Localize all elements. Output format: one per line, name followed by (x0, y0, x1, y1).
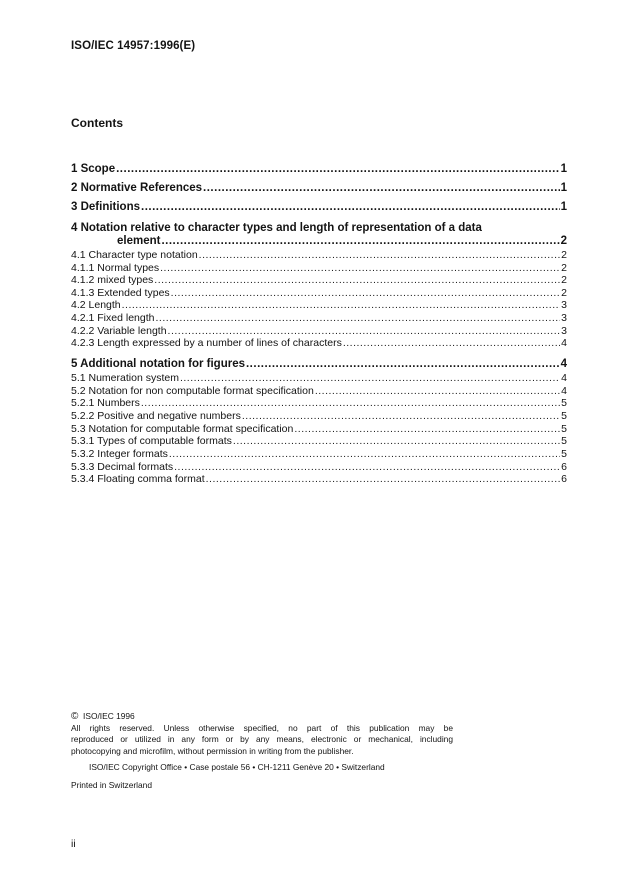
toc-leader-dots (203, 182, 560, 194)
printed-in: Printed in Switzerland (71, 780, 152, 790)
copyright-office-address: ISO/IEC Copyright Office • Case postale 56 • CH-1211 Genève 20 • Switzerland (89, 762, 385, 772)
toc-entry-page: 6 (561, 461, 567, 473)
toc-leader-dots (242, 410, 560, 422)
toc-entry-4-1-1[interactable] (71, 262, 567, 274)
toc-entry-page: 3 (561, 325, 567, 337)
toc-entry-1[interactable] (71, 163, 567, 175)
toc-entry-title: 5 Additional notation for figures (71, 358, 245, 370)
toc-entry-title: 4.2.2 Variable length (71, 325, 167, 337)
toc-entry-4-title: 4 Notation relative to character types and length of representation of a data (71, 222, 482, 234)
toc-entry-title: 1 Scope (71, 163, 116, 175)
toc-entry-4-2-2[interactable] (71, 325, 567, 337)
toc-entry-4-1[interactable] (71, 249, 567, 261)
toc-entry-title: 2 Normative References (71, 182, 203, 194)
toc-entry-title: 4.2.1 Fixed length (71, 312, 155, 324)
toc-entry-page: 5 (561, 397, 567, 409)
toc-entry-4-2-3[interactable] (71, 337, 567, 349)
toc-leader-dots (199, 249, 560, 261)
toc-leader-dots (141, 201, 560, 213)
toc-entry-title: 4.1 Character type notation (71, 249, 198, 261)
toc-entry-title: 5.2.1 Numbers (71, 397, 140, 409)
toc-leader-dots (174, 461, 560, 473)
toc-entry-page: 3 (561, 312, 567, 324)
document-id: ISO/IEC 14957:1996(E) (71, 40, 196, 52)
toc-entry-title: 5.2 Notation for non computable format specification (71, 385, 314, 397)
toc-leader-dots (233, 435, 560, 447)
toc-entry-title: 5.3.3 Decimal formats (71, 461, 174, 473)
toc-entry-page: 5 (561, 423, 567, 435)
toc-entry-page: 5 (561, 435, 567, 447)
page-number: ii (71, 838, 76, 850)
toc-entry-5-3-3[interactable] (71, 461, 567, 473)
toc-leader-dots (116, 163, 559, 175)
toc-entry-page: 4 (561, 372, 567, 384)
toc-entry-5[interactable] (71, 358, 567, 370)
copyright-holder: ISO/IEC 1996 (83, 711, 135, 721)
toc-entry-page: 1 (560, 182, 567, 194)
toc-entry-page: 6 (561, 473, 567, 485)
toc-entry-title: 5.3.4 Floating comma format (71, 473, 205, 485)
toc-leader-dots (155, 312, 560, 324)
toc-entry-4-2[interactable] (71, 299, 567, 311)
toc-entry-page: 1 (560, 201, 567, 213)
toc-entry-title: 4.1.1 Normal types (71, 262, 160, 274)
toc-entry-page: 2 (561, 249, 567, 261)
toc-entry-title: 5.3.2 Integer formats (71, 448, 168, 460)
toc-entry-page: 4 (560, 358, 567, 370)
toc-entry-5-3-2[interactable] (71, 448, 567, 460)
toc-entry-4-2-1[interactable] (71, 312, 567, 324)
toc-leader-dots (169, 448, 560, 460)
toc-entry-page: 1 (560, 163, 567, 175)
toc-entry-5-2[interactable] (71, 385, 567, 397)
toc-entry-title: 4.2.3 Length expressed by a number of lines of characters (71, 337, 342, 349)
toc-entry-page: 5 (561, 448, 567, 460)
toc-entry-5-3-1[interactable] (71, 435, 567, 447)
toc-entry-page: 2 (560, 235, 567, 247)
toc-leader-dots (180, 372, 560, 384)
toc-leader-dots (315, 385, 560, 397)
toc-entry-4-1-3[interactable] (71, 287, 567, 299)
toc-entry-page: 3 (561, 299, 567, 311)
copyright-notice-line: reproduced or utilized in any form or by any means, electronic or mechanical, including (71, 734, 453, 744)
copyright-notice-line: photocopying and microfilm, without permission in writing from the publisher. (71, 745, 354, 756)
toc-entry-title: 4.1.2 mixed types (71, 274, 154, 286)
toc-leader-dots (206, 473, 561, 485)
toc-entry-title: 4.1.3 Extended types (71, 287, 170, 299)
toc-entry-title-continuation: element (117, 235, 161, 247)
toc-entry-page: 2 (561, 262, 567, 274)
copyright-block (71, 711, 453, 757)
toc-entry-title: 5.1 Numeration system (71, 372, 179, 384)
toc-entry-5-1[interactable] (71, 372, 567, 384)
toc-entry-page: 2 (561, 287, 567, 299)
toc-entry-2[interactable] (71, 182, 567, 194)
toc-entry-5-3-4[interactable] (71, 473, 567, 485)
toc-leader-dots (161, 235, 559, 247)
copyright-notice-line: All rights reserved. Unless otherwise specified, no part of this publication may be (71, 722, 453, 733)
toc-entry-page: 2 (561, 274, 567, 286)
toc-entry-5-2-2[interactable] (71, 410, 567, 422)
toc-leader-dots (160, 262, 560, 274)
toc-entry-page: 4 (561, 337, 567, 349)
toc-entry-5-2-1[interactable] (71, 397, 567, 409)
copyright-symbol: © (71, 711, 79, 722)
toc-leader-dots (168, 325, 561, 337)
toc-leader-dots (246, 358, 560, 370)
toc-leader-dots (171, 287, 561, 299)
toc-entry-5-3[interactable] (71, 423, 567, 435)
toc-entry-3[interactable] (71, 201, 567, 213)
contents-heading: Contents (71, 116, 123, 130)
toc-leader-dots (294, 423, 560, 435)
toc-entry-title: 5.3 Notation for computable format specification (71, 423, 294, 435)
toc-entry-title: 4.2 Length (71, 299, 121, 311)
toc-entry-page: 5 (561, 410, 567, 422)
toc-leader-dots (122, 299, 561, 311)
toc-leader-dots (343, 337, 560, 349)
toc-entry-4-1-2[interactable] (71, 274, 567, 286)
toc-leader-dots (154, 274, 560, 286)
toc-entry-title: 5.3.1 Types of computable formats (71, 435, 232, 447)
toc-entry-title: 3 Definitions (71, 201, 141, 213)
toc-entry-title: 5.2.2 Positive and negative numbers (71, 410, 241, 422)
copyright-line (71, 711, 453, 723)
toc-leader-dots (141, 397, 560, 409)
toc-entry-page: 4 (561, 385, 567, 397)
toc-entry-4[interactable] (117, 235, 567, 247)
